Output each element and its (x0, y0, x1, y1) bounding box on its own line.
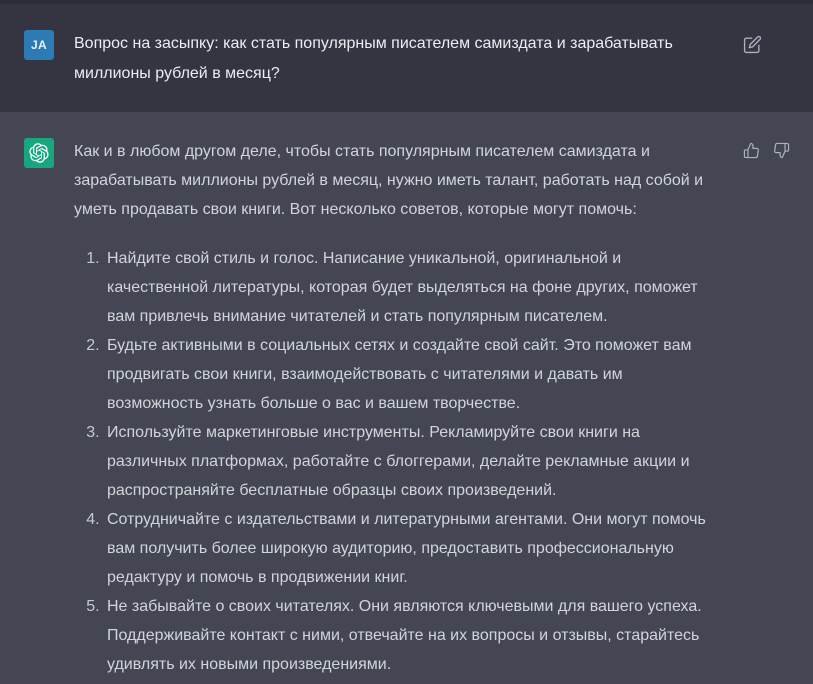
advice-list-item-3: 3. Используйте маркетинговые инструменты. Рекламируйте свои книги на различных платформах, работайте с блоггерами, делайте рекламные акции и распространяйте бесплатные образцы своих произведений. (104, 418, 723, 505)
thumbs-up-icon (743, 142, 760, 159)
advice-list-item-1: 1. Найдите свой стиль и голос. Написание уникальной, оригинальной и качественной литературы, которая будет выделяться на фоне других, поможет вам привлечь внимание читателей и стать популярным писателем. (104, 244, 723, 331)
user-avatar-initials: JA (31, 38, 47, 52)
user-message-row (0, 4, 813, 112)
assistant-intro-paragraph: Как и в любом другом деле, чтобы стать популярным писателем самиздата и зарабатывать миллионы рублей в месяц, нужно иметь талант, работать над собой и уметь продавать свои книги. Вот несколько советов, которые могут помочь: (74, 143, 704, 218)
assistant-message-row (0, 112, 813, 684)
assistant-message-actions (743, 136, 793, 159)
advice-list-item-2: 2. Будьте активными в социальных сетях и создайте свой сайт. Это поможет вам продвигать свои книги, взаимодействовать с читателями и давать им возможность узнать больше о вас и вашем творчестве. (104, 331, 723, 418)
advice-list-item-5: 5. Не забывайте о своих читателях. Они являются ключевыми для вашего успеха. Поддерживайте контакт с ними, отвечайте на их вопросы и отзывы, старайтесь удивлять их новыми произведениями. (104, 592, 723, 679)
edit-message-button[interactable] (743, 35, 762, 54)
user-message-text: Вопрос на засыпку: как стать популярным писателем самиздата и зарабатывать миллионы рублей в месяц? (74, 35, 673, 82)
advice-list (74, 244, 723, 679)
user-message-actions (743, 28, 793, 54)
thumbs-up-button[interactable] (743, 142, 760, 159)
assistant-avatar (24, 138, 54, 168)
thumbs-down-button[interactable] (773, 142, 790, 159)
advice-list-item-4: 4. Сотрудничайте с издательствами и литературными агентами. Они могут помочь вам получить более широкую аудиторию, предоставить профессиональную редактуру и помочь в продвижении книг. (104, 505, 723, 592)
thumbs-down-icon (773, 142, 790, 159)
user-avatar (24, 30, 54, 60)
assistant-message-body (74, 136, 723, 679)
edit-icon (743, 35, 762, 54)
openai-logo-icon (29, 143, 49, 163)
